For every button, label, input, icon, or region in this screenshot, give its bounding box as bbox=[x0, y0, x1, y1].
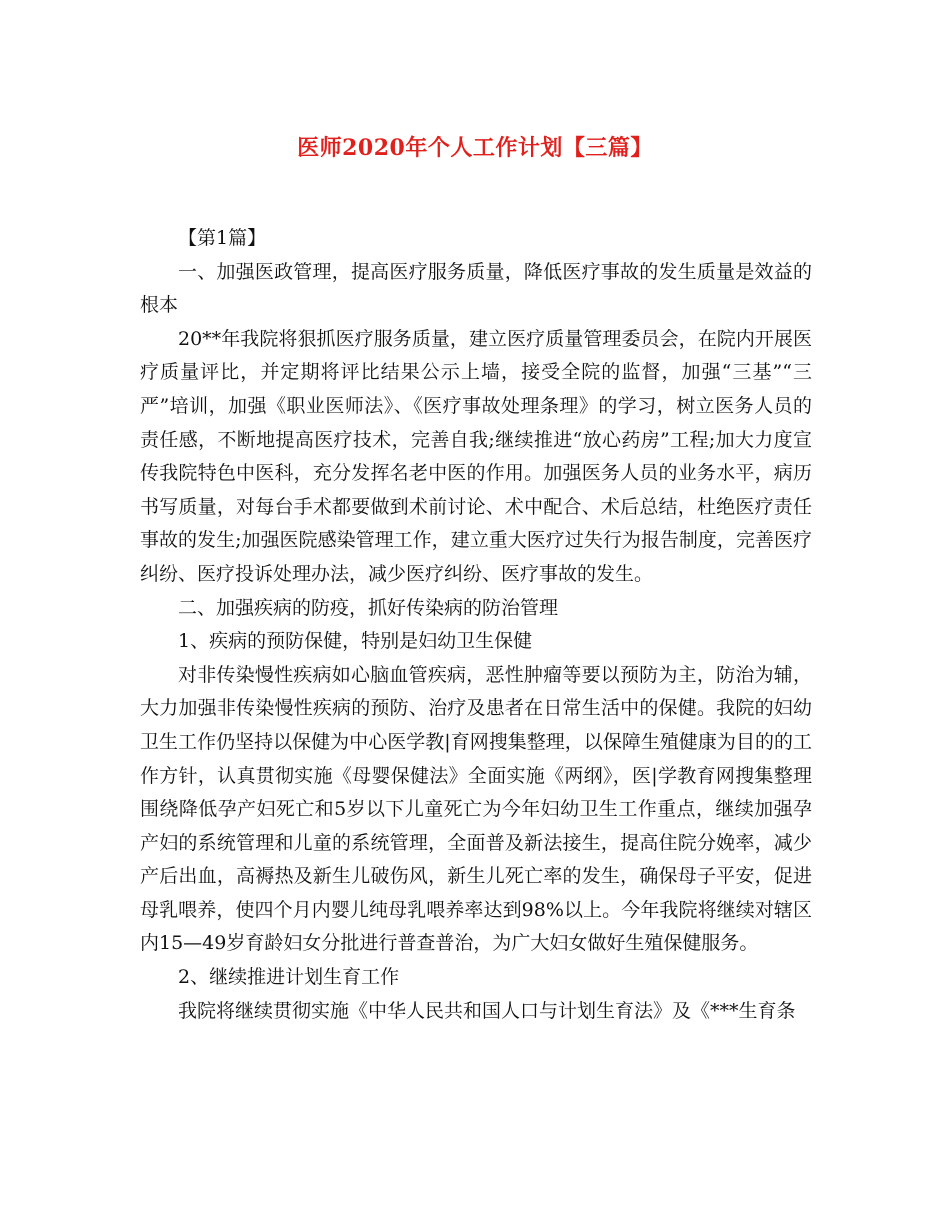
section-heading-1: 一、加强医政管理，提高医疗服务质量，降低医疗事故的发生质量是效益的根本 bbox=[140, 260, 812, 317]
section-label: 【第1篇】 bbox=[178, 227, 267, 249]
body-paragraph: 我院将继续贯彻实施《中华人民共和国人口与计划生育法》及《***生育条 bbox=[178, 999, 796, 1022]
body-paragraph: 对非传染慢性疾病如心脑血管疾病，恶性肿瘤等要以预防为主，防治为辅，大力加强非传染慢性疾病的预防、治疗及患者在日常生活中的保健。我院的妇幼卫生工作仍坚持以保健为中心医学教|育网搜集整理，以保障生殖健康为目的的工作方针，认真贯彻实施《母婴保健法》全面实施《两纲》，医|学教育网搜集整理围绕降低孕产妇死亡和5岁以下儿童死亡为今年妇幼卫生工作重点，继续加强孕产妇的系统管理和儿童的系统管理，全面普及新法接生，提高住院分娩率，减少产后出血，高褥热及新生儿破伤风，新生儿死亡率的发生，确保母子平安，促进母乳喂养，使四个月内婴儿纯母乳喂养率达到98%以上。今年我院将继续对辖区内15—49岁育龄妇女分批进行普查普治，为广大妇女做好生殖保健服务。 bbox=[140, 663, 812, 955]
subsection-heading: 2、继续推进计划生育工作 bbox=[178, 966, 400, 989]
subsection-heading: 1、疾病的预防保健，特别是妇幼卫生保健 bbox=[178, 630, 533, 653]
document-title: 医师2020年个人工作计划【三篇】 bbox=[297, 135, 653, 161]
body-paragraph: 20**年我院将狠抓医疗服务质量，建立医疗质量管理委员会，在院内开展医疗质量评比，并定期将评比结果公示上墙，接受全院的监督，加强“三基”“三严”培训，加强《职业医师法》、《医疗事故处理条理》的学习，树立医务人员的责任感，不断地提高医疗技术，完善自我;继续推进“放心药房”工程;加大力度宣传我院特色中医科，充分发挥名老中医的作用。加强医务人员的业务水平，病历书写质量，对每台手术都要做到术前讨论、术中配合、术后总结，杜绝医疗责任事故的发生;加强医院感染管理工作，建立重大医疗过失行为报告制度，完善医疗纠纷、医疗投诉处理办法，减少医疗纠纷、医疗事故的发生。 bbox=[140, 327, 812, 585]
section-heading-2: 二、加强疾病的防疫，抓好传染病的防治管理 bbox=[178, 596, 559, 619]
document-body bbox=[140, 222, 812, 1028]
